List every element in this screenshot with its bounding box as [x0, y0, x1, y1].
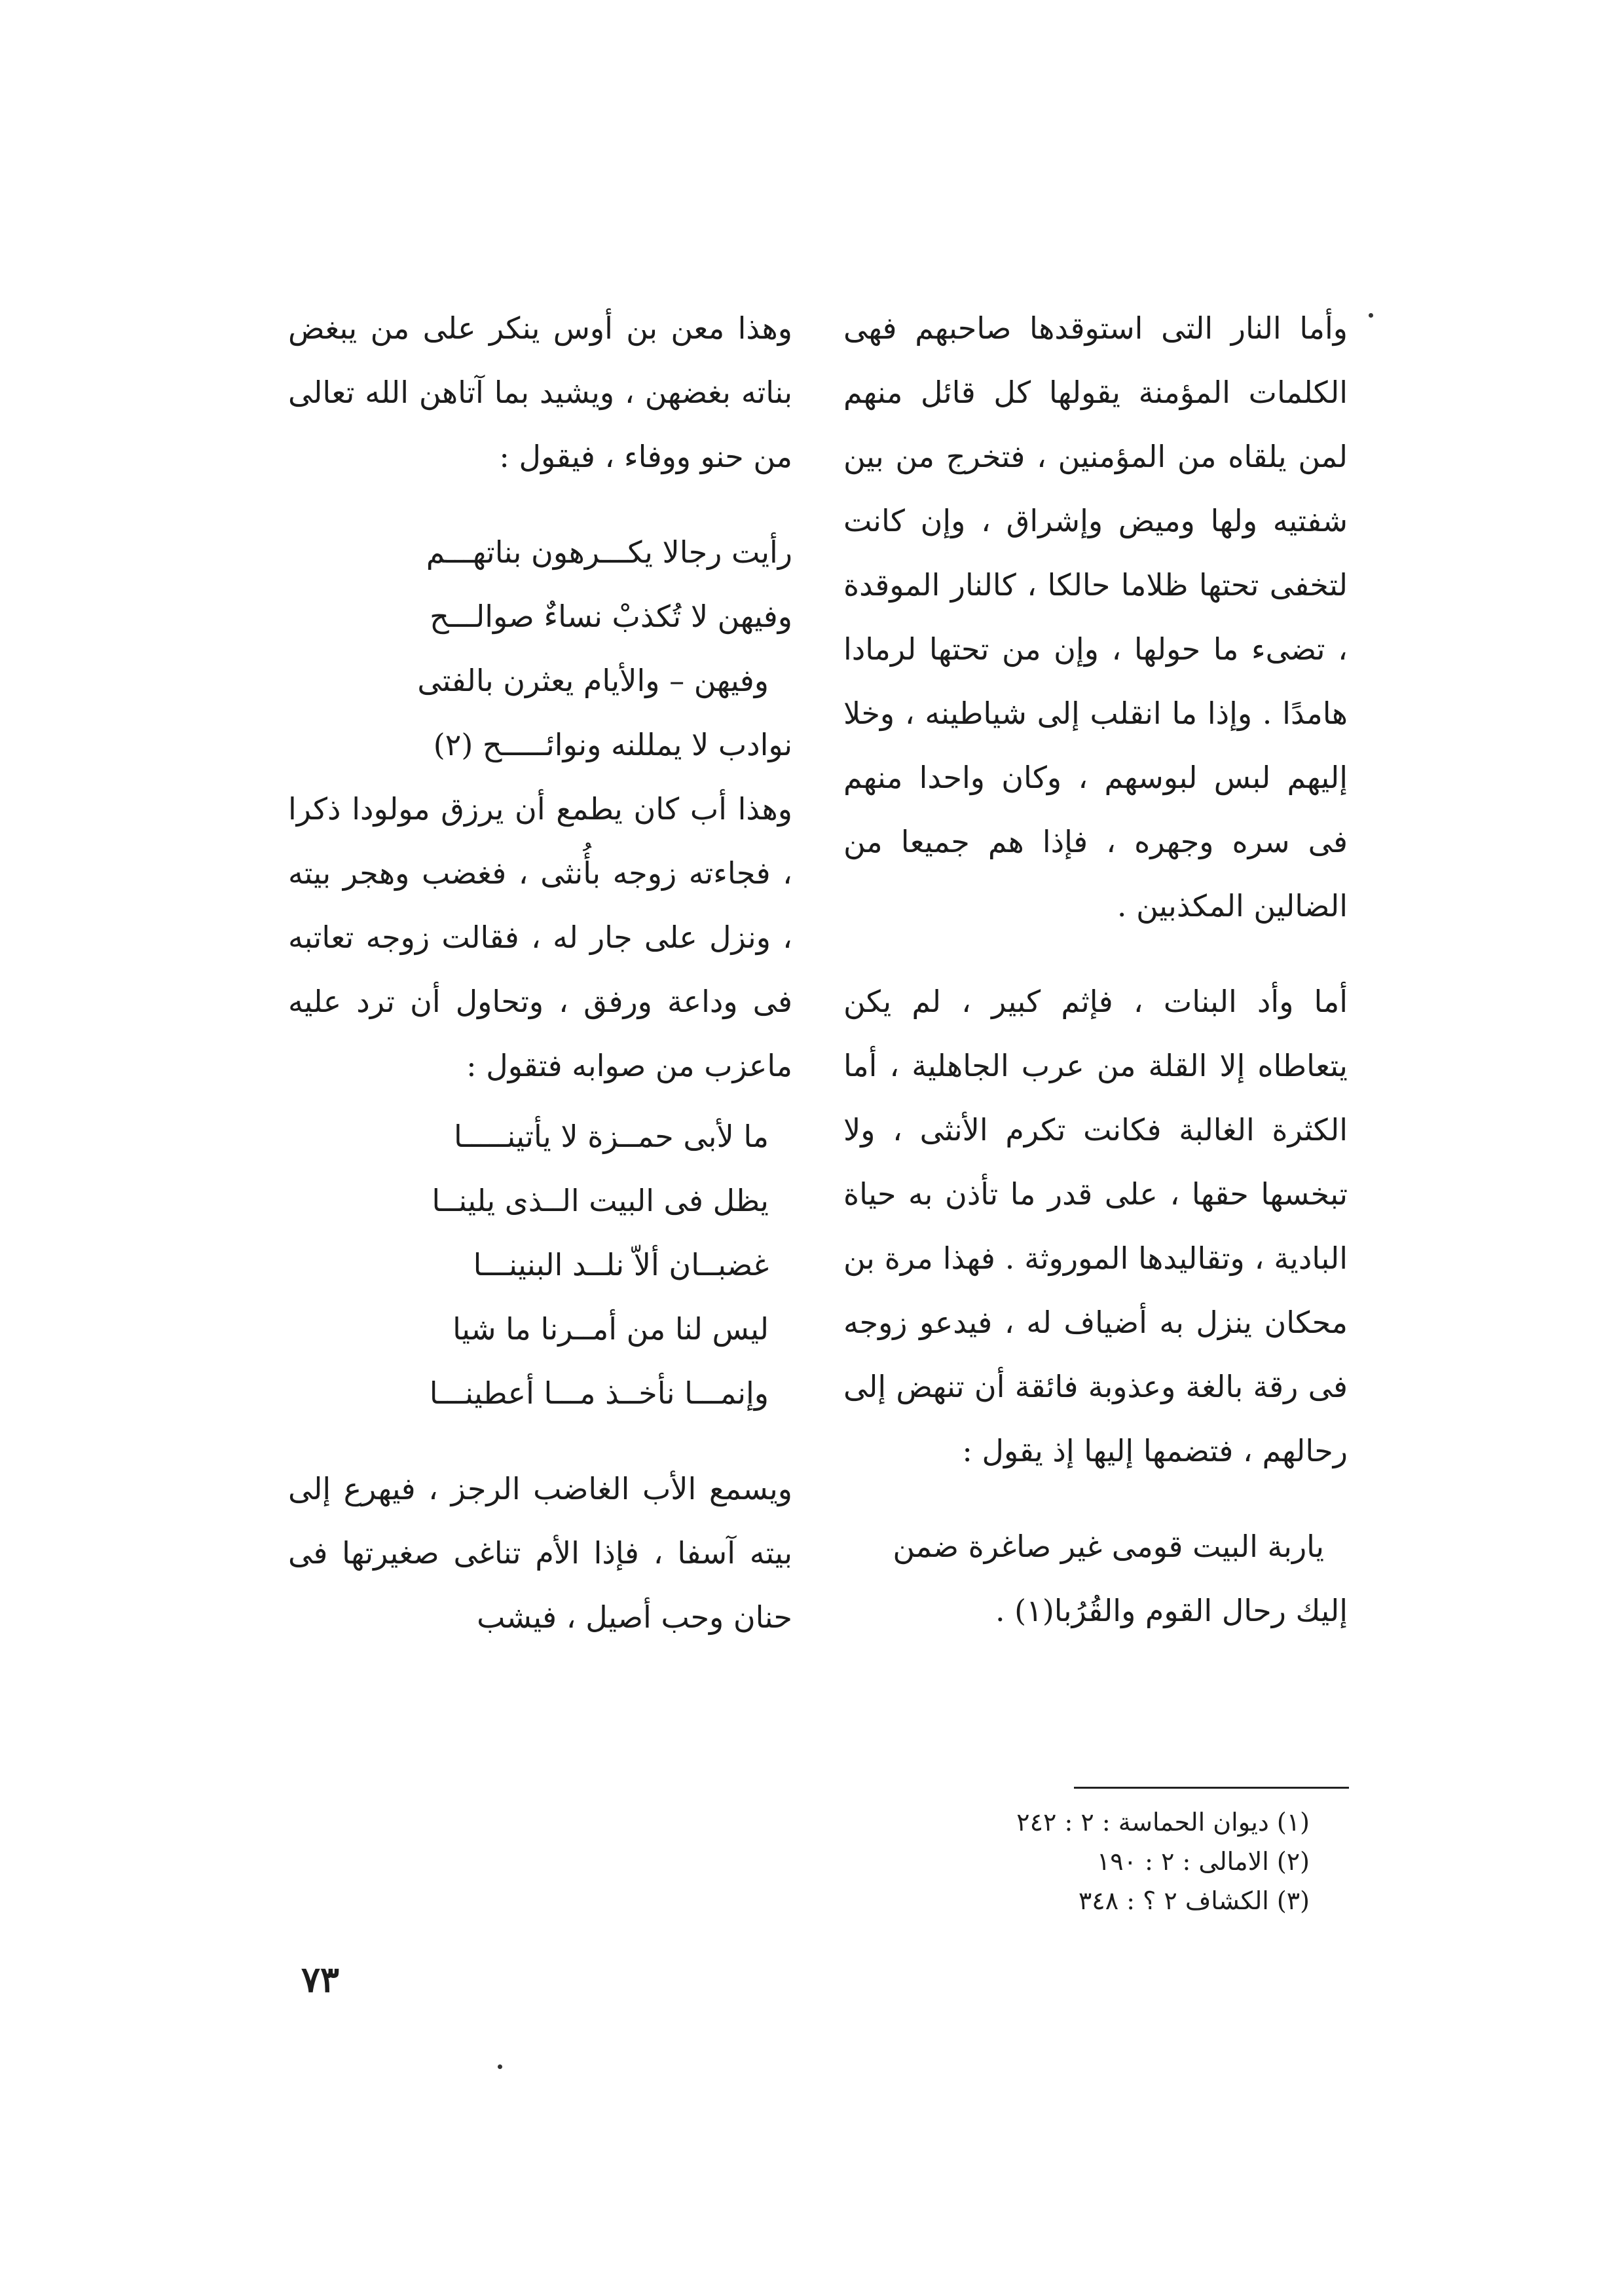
verse-line: ياربة البيت قومى غير صاغرة ضمن: [893, 1529, 1324, 1564]
verse-line: وفيهن – والأيام يعثرن بالفتى: [417, 663, 769, 698]
verse-line: وإنمـــا نأخــذ مـــا أعطينـــا: [429, 1375, 769, 1411]
paragraph-father-story: وهذا أب كان يطمع أن يرزق مولودا ذكرا ، فجاءته زوجه بأُنثى ، فغضب وهجر بيته ، ونزل على جار له ، فقالت زوجه تعاتبه فى وداعة ورفق ، وتحاول أن ترد عليه ماعزب من صوابه فتقول :: [288, 791, 792, 1083]
paragraph-father-returns: ويسمع الأب الغاضب الرجز ، فيهرع إلى بيته آسفا ، فإذا الأم تناغى صغيرتها فى حنان وحب أصيل ، فيشب: [288, 1471, 792, 1635]
verse-line: ما لأبى حمــزة لا يأتينـــــا: [453, 1119, 769, 1154]
verse-block-rajaz: [288, 1104, 792, 1425]
page-number: ٧٣: [301, 1958, 340, 2000]
footnote-item: (١) ديوان الحماسة : ٢ : ٢٤٢: [1016, 1808, 1310, 1837]
verse-line: إليك رحال القوم والقُرُبا(١) .: [995, 1593, 1348, 1628]
paragraph-infanticide: أما وأد البنات ، فإثم كبير ، لم يكن يتعاطاه إلا القلة من عرب الجاهلية ، أما الكثرة الغالبة فكانت تكرم الأنثى ، ولا تبخسها حقها ، على قدر ما تأذن به حياة البادية ، وتقاليدها الموروثة . فهذا مرة بن محكان ينزل به أضياف له ، فيدعو زوجه فى رقة بالغة وعذوبة فائقة أن تنهض إلى رحالهم ، فتضمها إليها إذ يقول :: [843, 984, 1348, 1468]
verse-line: يظل فى البيت الــذى يلينــا: [432, 1183, 769, 1218]
paragraph-maan-intro: وهذا معن بن أوس ينكر على من يبغض بناته بغضهن ، ويشيد بما آتاهن الله تعالى من حنو ووفاء ، فيقول :: [288, 310, 792, 474]
left-column: [288, 296, 792, 1649]
verse-line: رأيت رجالا يكـــرهون بناتهـــم: [426, 534, 792, 570]
footnotes: [956, 1802, 1310, 1920]
verse-line: نوادب لا يمللنه ونوائـــــح (٢): [433, 727, 792, 762]
scan-speck: [498, 2064, 502, 2069]
verse-line: غضبــان ألاّ نلــد البنينـــا: [473, 1247, 769, 1282]
verse-line: ليس لنا من أمــرنا ما شيا: [452, 1311, 769, 1347]
verse-block-murra: [843, 1514, 1348, 1643]
scan-speck: [1369, 313, 1373, 318]
footnote-divider: [1074, 1787, 1349, 1789]
footnote-item: (٣) الكشاف ٢ ؟ : ٣٤٨: [1078, 1886, 1310, 1915]
footnote-item: (٢) الامالى : ٢ : ١٩٠: [1096, 1847, 1310, 1876]
verse-block-maan: [288, 520, 792, 777]
paragraph-fire-metaphor: وأما النار التى استوقدها صاحبهم فهى الكلمات المؤمنة يقولها كل قائل منهم لمن يلقاه من المؤمنين ، فتخرج من بين شفتيه ولها وميض وإشراق ، وإن كانت لتخفى تحتها ظلاما حالكا ، كالنار الموقدة ، تضىء ما حولها ، وإن من تحتها لرمادا هامدًا . وإذا ما انقلب إلى شياطينه ، وخلا إليهم لبس لبوسهم ، وكان واحدا منهم فى سره وجهره ، فإذا هم جميعا من الضالين المكذبين .: [843, 310, 1348, 924]
right-column: [843, 296, 1348, 1643]
verse-line: وفيهن لا تُكذبْ نساءٌ صوالـــح: [430, 599, 792, 634]
